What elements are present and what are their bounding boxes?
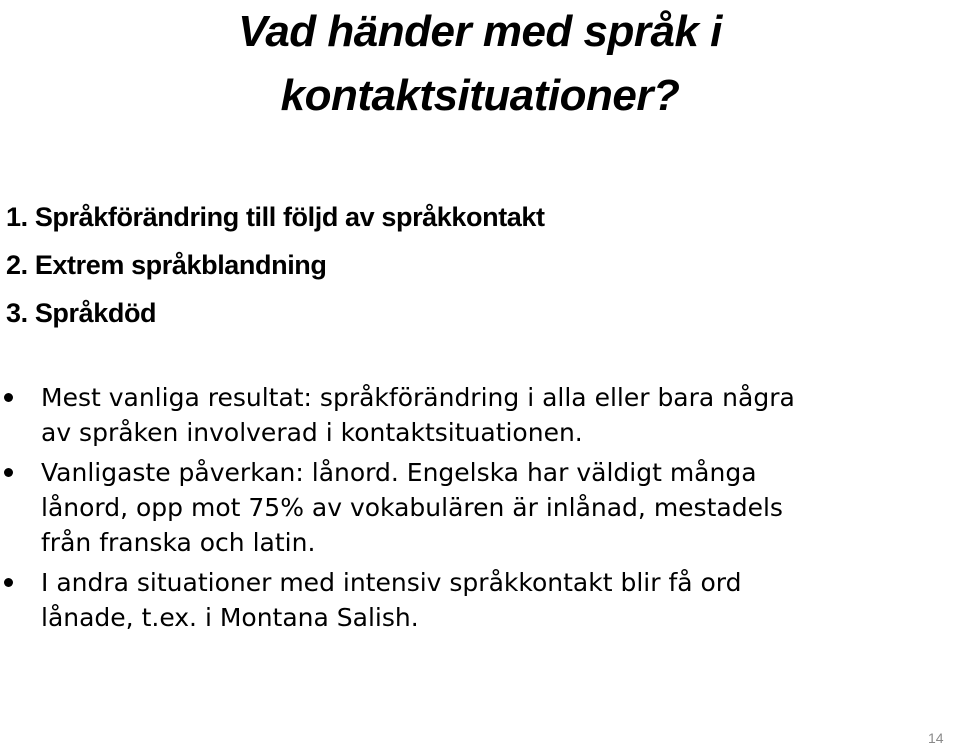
bullet-icon	[4, 468, 13, 477]
numbered-item-1: 1. Språkförändring till följd av språkkontakt	[6, 202, 545, 232]
bullet-item-1	[0, 380, 950, 450]
numbered-list	[6, 193, 545, 337]
bullet-1-line-2: av språken involverad i kontaktsituationen.	[41, 418, 583, 447]
slide-page-number: 14	[928, 730, 944, 746]
bullet-2-line-1: Vanligaste påverkan: lånord. Engelska har väldigt många	[41, 458, 757, 487]
slide-title-line-1: Vad händer med språk i	[238, 7, 722, 56]
bullet-2-line-3: från franska och latin.	[41, 528, 316, 557]
bullet-icon	[4, 578, 13, 587]
slide-title	[120, 0, 840, 128]
bullet-3-line-1: I andra situationer med intensiv språkkontakt blir få ord	[41, 568, 742, 597]
numbered-item-3: 3. Språkdöd	[6, 298, 157, 328]
numbered-item-2: 2. Extrem språkblandning	[6, 250, 327, 280]
bullet-list	[0, 380, 950, 640]
slide-title-line-2: kontaktsituationer?	[280, 71, 680, 120]
bullet-item-3	[0, 565, 950, 635]
bullet-item-2	[0, 455, 950, 560]
bullet-2-line-2: lånord, opp mot 75% av vokabulären är inlånad, mestadels	[41, 493, 783, 522]
bullet-3-line-2: lånade, t.ex. i Montana Salish.	[41, 603, 419, 632]
bullet-1-line-1: Mest vanliga resultat: språkförändring i alla eller bara några	[41, 383, 795, 412]
bullet-icon	[4, 393, 13, 402]
